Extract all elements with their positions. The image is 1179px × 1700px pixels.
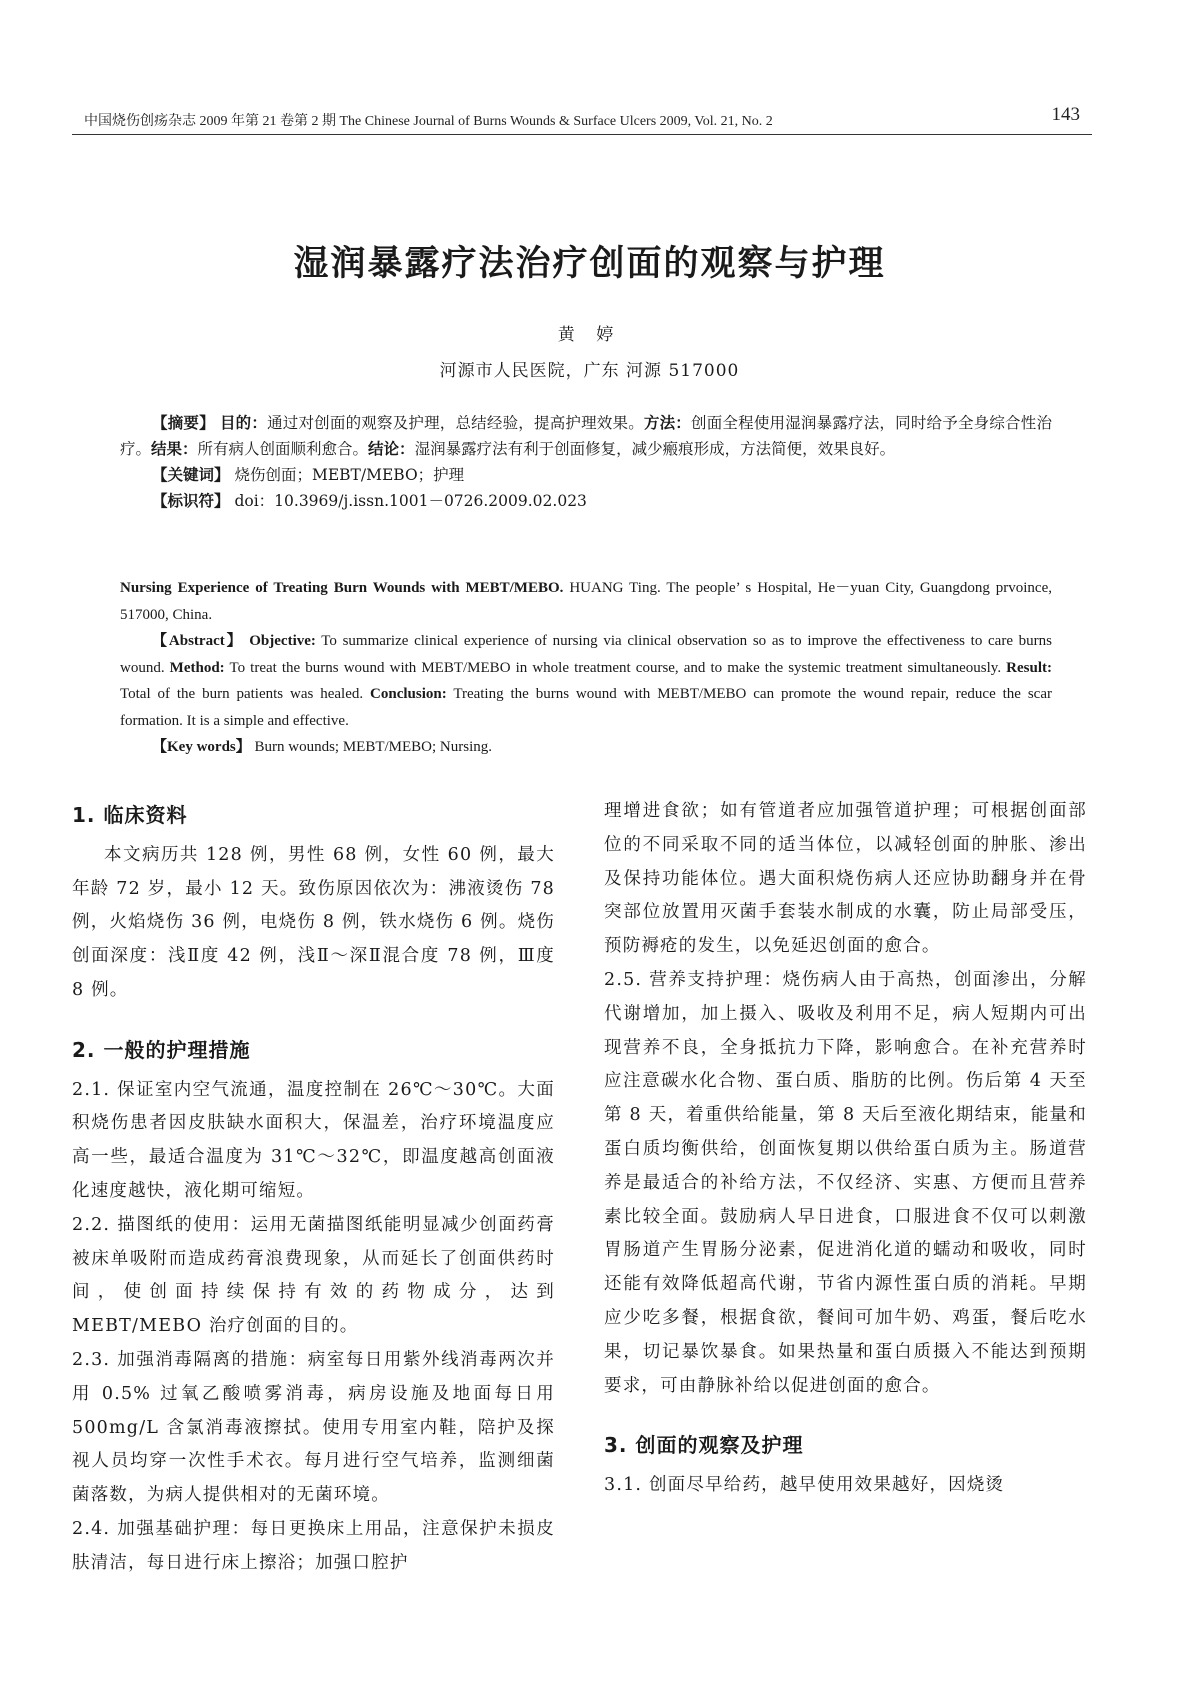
section-1-heading: 1. 临床资料 (72, 803, 188, 827)
section-2-5: 2.5. 营养支持护理：烧伤病人由于高热，创面渗出，分解代谢增加，加上摄入、吸收及利用不足，病人短期内可出现营养不良，全身抵抗力下降，影响愈合。在补充营养时应注意碳水化合物、蛋白质、脂肪的比例。伤后第 4 天至第 8 天，着重供给能量，第 8 天后至液化期结束，能量和蛋白质均衡供给，创面恢复期以供给蛋白质为主。肠道营养是最适合的补给方法，不仅经济、实惠、方便而且营养素比较全面。鼓励病人早日进食，口服进食不仅可以刺激胃肠道产生胃肠分泌素，促进消化道的蠕动和吸收，同时还能有效降低超高代谢，节省内源性蛋白质的消耗。早期应少吃多餐，根据食欲，餐间可加牛奶、鸡蛋，餐后吃水果，切记暴饮暴食。如果热量和蛋白质摄入不能达到预期要求，可由静脉补给以促进创面的愈合。 (604, 969, 1087, 1396)
english-title-line (120, 575, 1052, 628)
abstract-cn-body (120, 410, 1052, 462)
section-1-paragraph: 本文病历共 128 例，男性 68 例，女性 60 例，最大年龄 72 岁，最小 12 天。致伤原因依次为：沸液烫伤 78 例，火焰烧伤 36 例，电烧伤 8 例，铁水烧伤 6 例。烧伤创面深度：浅Ⅱ度 42 例，浅Ⅱ～深Ⅱ混合度 78 例，Ⅲ度 8 例。 (72, 844, 555, 1000)
doi-text: doi：10.3969/j.issn.1001－0726.2009.02.023 (234, 492, 587, 510)
english-title: Nursing Experience of Treating Burn Wounds with MEBT/MEBO. (120, 580, 564, 596)
en-conclusion-text: Treating the burns wound with MEBT/MEBO can promote the wound repair, reduce the scar formation. It is a simple and effective. (120, 686, 1052, 729)
identifier-cn (120, 488, 1052, 514)
method-text: 创面全程使用湿润暴露疗法，同时给予全身综合性治疗。 (120, 414, 1052, 458)
right-column (604, 795, 1087, 1503)
author-name: 黄 婷 (557, 325, 622, 345)
en-objective-label: Objective: (249, 633, 316, 649)
identifier-label: 【标识符】 (152, 492, 230, 510)
keywords-cn (120, 462, 1052, 488)
abstract-chinese (120, 410, 1052, 514)
running-header (72, 104, 1092, 135)
objective-text: 通过对创面的观察及护理，总结经验，提高护理效果。 (267, 414, 644, 432)
abstract-english (120, 575, 1052, 761)
keywords-label: 【关键词】 (152, 466, 230, 484)
en-keywords-label: 【Key words】 (152, 739, 251, 755)
section-2-2: 2.2. 描图纸的使用：运用无菌描图纸能明显减少创面药膏被床单吸附而造成药膏浪费现象，从而延长了创面供药时间，使创面持续保持有效的药物成分，达到 MEBT/MEBO 治疗创面的目的。 (72, 1214, 555, 1337)
conclusion-text: 湿润暴露疗法有利于创面修复，减少瘢痕形成，方法简便，效果良好。 (414, 440, 896, 458)
en-method-text: To treat the burns wound with MEBT/MEBO in whole treatment course, and to make the systemic treatment simultaneously. (224, 659, 1002, 676)
section-2-heading: 2. 一般的护理措施 (72, 1037, 251, 1062)
objective-label: 目的： (219, 414, 268, 432)
english-authors: HUANG Ting. The people’ s Hospital, He－yuan City, Guangdong prvoince, 517000, China. (120, 580, 1052, 623)
keywords-text: 烧伤创面；MEBT/MEBO；护理 (234, 466, 465, 484)
result-text: 所有病人创面顺利愈合。 (197, 440, 369, 458)
en-result-text: Total of the burn patients was healed. (120, 686, 364, 702)
conclusion-label: 结论： (368, 440, 415, 458)
result-label: 结果： (151, 440, 198, 458)
en-method-label: Method: (169, 659, 225, 676)
journal-citation: 中国烧伤创疡杂志 2009 年第 21 卷第 2 期 The Chinese Journal of Burns Wounds & Surface Ulcers 2009, Vol. 21, No. 2 (84, 114, 773, 129)
en-objective-text: To summarize clinical experience of nursing via clinical observation so as to improve the effectiveness to care burns wound. (120, 633, 1052, 676)
section-2-3: 2.3. 加强消毒隔离的措施：病室每日用紫外线消毒两次并用 0.5% 过氧乙酸喷雾消毒，病房设施及地面每日用 500mg/L 含氯消毒液擦拭。使用专用室内鞋，陪护及探视人员均穿一次性手术衣。每月进行空气培养，监测细菌菌落数，为病人提供相对的无菌环境。 (72, 1349, 555, 1506)
section-2-4-continued: 理增进食欲；如有管道者应加强管道护理；可根据创面部位的不同采取不同的适当体位，以减轻创面的肿胀、渗出及保持功能体位。遇大面积烧伤病人还应协助翻身并在骨突部位放置用灭菌手套装水制成的水囊，防止局部受压，预防褥疮的发生，以免延迟创面的愈合。 (604, 801, 1087, 957)
en-result-label: Result: (1006, 659, 1052, 676)
section-3-1: 3.1. 创面尽早给药，越早使用效果越好，因烧烫 (604, 1475, 1005, 1496)
abstract-label: 【摘要】 (152, 414, 215, 432)
section-2-4: 2.4. 加强基础护理：每日更换床上用品，注意保护未损皮肤清洁，每日进行床上擦浴；加强口腔护 (72, 1518, 555, 1573)
author-affiliation: 河源市人民医院，广东 河源 517000 (439, 361, 740, 381)
left-column (72, 795, 555, 1581)
section-2-1: 2.1. 保证室内空气流通，温度控制在 26℃～30℃。大面积烧伤患者因皮肤缺水面积大，保温差，治疗环境温度应高一些，最适合温度为 31℃～32℃，即温度越高创面液化速度越快，液化期可缩短。 (72, 1079, 555, 1201)
en-conclusion-label: Conclusion: (370, 686, 447, 702)
article-title: 湿润暴露疗法治疗创面的观察与护理 (293, 244, 886, 284)
method-label: 方法： (643, 414, 692, 432)
english-abstract-body (120, 628, 1052, 734)
en-keywords-text: Burn wounds; MEBT/MEBO; Nursing. (250, 739, 493, 755)
english-keywords (120, 734, 1052, 761)
en-abstract-label: 【Abstract】 (152, 633, 244, 649)
section-3-heading: 3. 创面的观察及护理 (604, 1433, 804, 1458)
page-number: 143 (1051, 104, 1080, 125)
